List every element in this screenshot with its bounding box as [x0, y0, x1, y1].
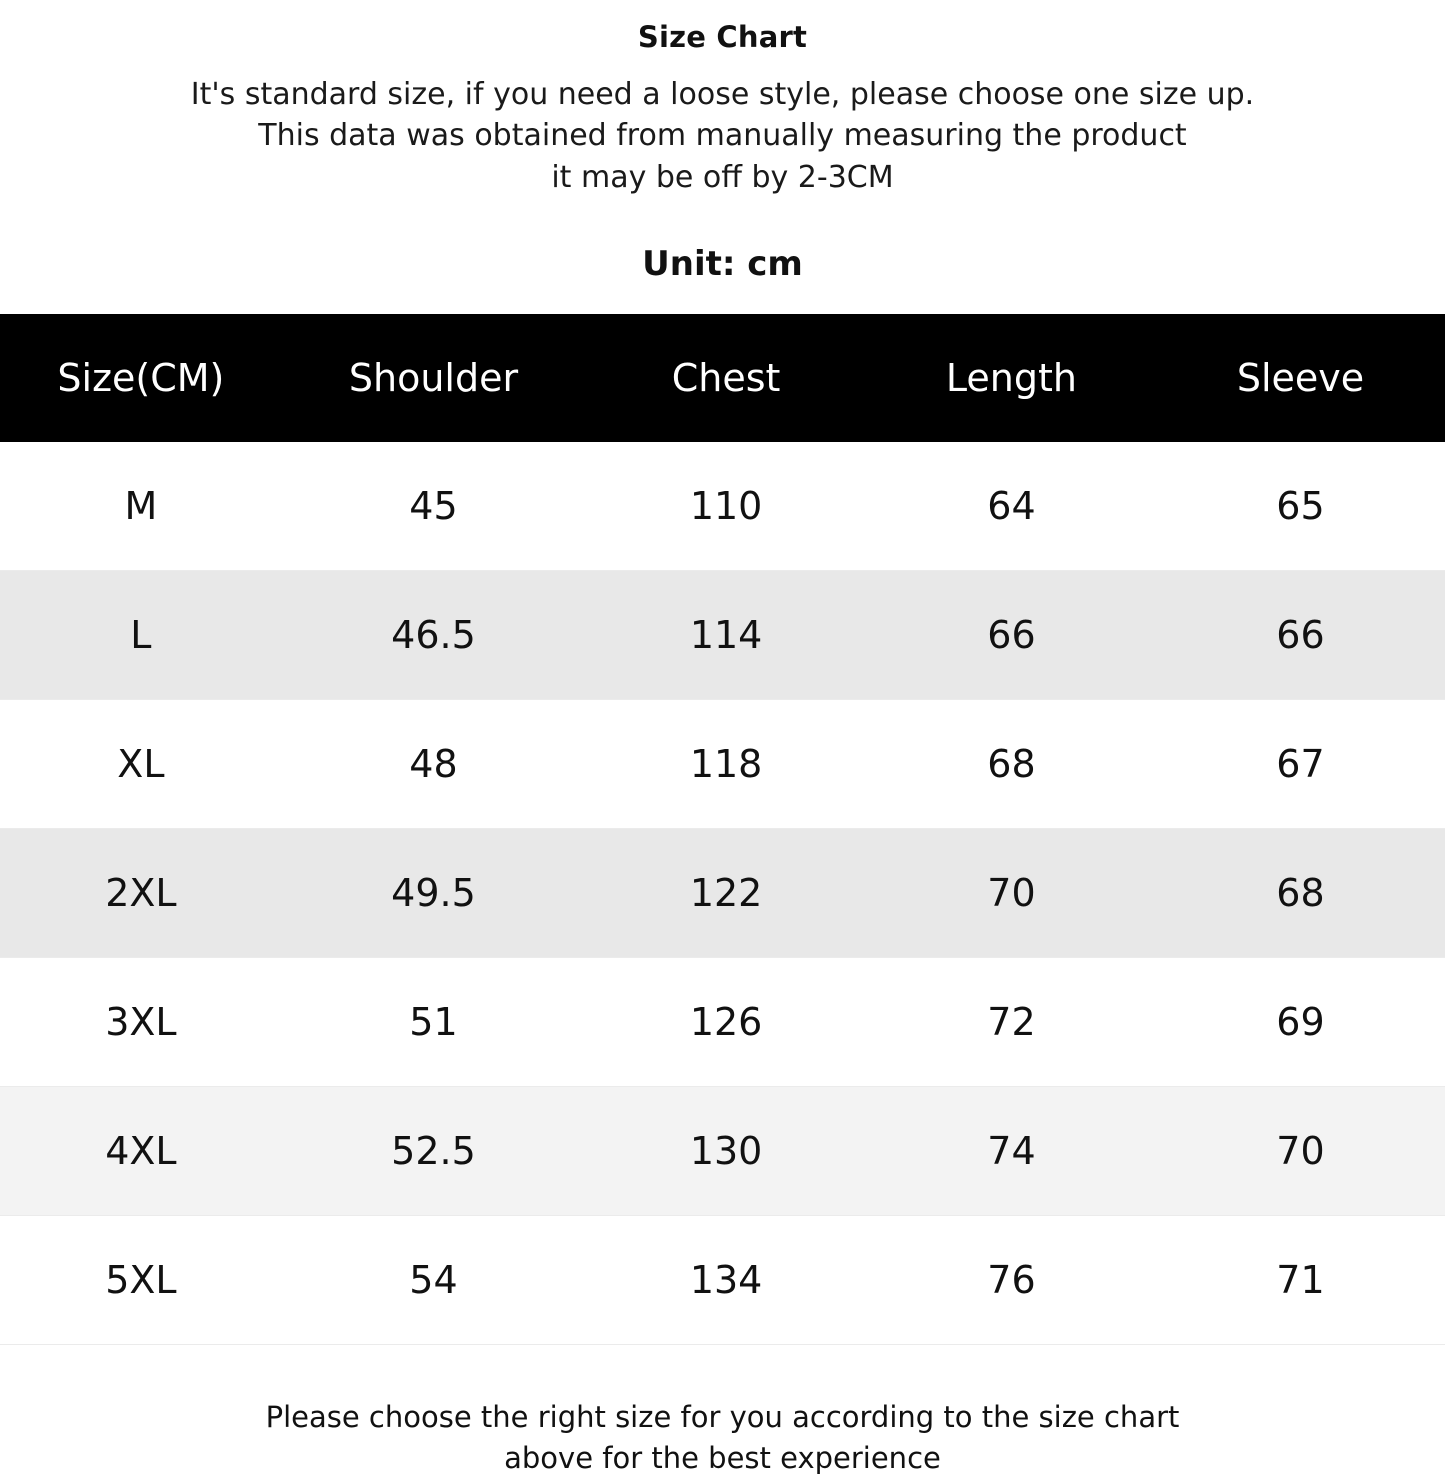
- unit-label: Unit: cm: [642, 244, 803, 285]
- cell-length: 76: [867, 1216, 1156, 1345]
- column-header-chest: Chest: [671, 356, 781, 401]
- cell-chest: 122: [585, 829, 867, 958]
- cell-sleeve: 65: [1156, 442, 1445, 571]
- cell-length: 74: [867, 1087, 1156, 1216]
- footer-line-2: above for the best experience: [504, 1440, 941, 1475]
- table-header: [0, 314, 1445, 442]
- size-chart-table: [0, 314, 1445, 1345]
- cell-size: 4XL: [0, 1087, 282, 1216]
- cell-sleeve: 66: [1156, 571, 1445, 700]
- cell-size: M: [0, 442, 282, 571]
- cell-shoulder: 45: [282, 442, 585, 571]
- subtitle-line-3: it may be off by 2-3CM: [551, 159, 894, 195]
- cell-size: 5XL: [0, 1216, 282, 1345]
- cell-sleeve: 69: [1156, 958, 1445, 1087]
- cell-length: 70: [867, 829, 1156, 958]
- cell-size: XL: [0, 700, 282, 829]
- cell-length: 68: [867, 700, 1156, 829]
- cell-sleeve: 67: [1156, 700, 1445, 829]
- cell-shoulder: 52.5: [282, 1087, 585, 1216]
- cell-sleeve: 70: [1156, 1087, 1445, 1216]
- table-row: [0, 442, 1445, 571]
- column-header-sleeve: Sleeve: [1236, 356, 1365, 401]
- table-row: [0, 958, 1445, 1087]
- table-header-row: [0, 314, 1445, 442]
- cell-chest: 114: [585, 571, 867, 700]
- column-header-size: Size(CM): [57, 356, 225, 401]
- table-row: [0, 1216, 1445, 1345]
- page-title: Size Chart: [637, 20, 808, 54]
- cell-shoulder: 54: [282, 1216, 585, 1345]
- cell-size: 3XL: [0, 958, 282, 1087]
- cell-sleeve: 71: [1156, 1216, 1445, 1345]
- cell-chest: 110: [585, 442, 867, 571]
- cell-chest: 118: [585, 700, 867, 829]
- column-header-length: Length: [945, 356, 1077, 401]
- table-body: [0, 442, 1445, 1345]
- cell-shoulder: 48: [282, 700, 585, 829]
- cell-sleeve: 68: [1156, 829, 1445, 958]
- table-row: [0, 829, 1445, 958]
- cell-size: 2XL: [0, 829, 282, 958]
- cell-length: 72: [867, 958, 1156, 1087]
- cell-shoulder: 51: [282, 958, 585, 1087]
- cell-length: 64: [867, 442, 1156, 571]
- cell-size: L: [0, 571, 282, 700]
- cell-chest: 130: [585, 1087, 867, 1216]
- table-row: [0, 571, 1445, 700]
- cell-shoulder: 46.5: [282, 571, 585, 700]
- cell-chest: 126: [585, 958, 867, 1087]
- footer-note: [266, 1397, 1180, 1478]
- table-row: [0, 700, 1445, 829]
- cell-chest: 134: [585, 1216, 867, 1345]
- subtitle-line-1: It's standard size, if you need a loose style, please choose one size up.: [190, 77, 1255, 112]
- column-header-shoulder: Shoulder: [348, 356, 519, 401]
- cell-length: 66: [867, 571, 1156, 700]
- table-row: [0, 1087, 1445, 1216]
- subtitle: [191, 74, 1254, 198]
- subtitle-line-2: This data was obtained from manually measuring the product: [258, 118, 1187, 154]
- footer-line-1: Please choose the right size for you according to the size chart: [265, 1400, 1180, 1435]
- cell-shoulder: 49.5: [282, 829, 585, 958]
